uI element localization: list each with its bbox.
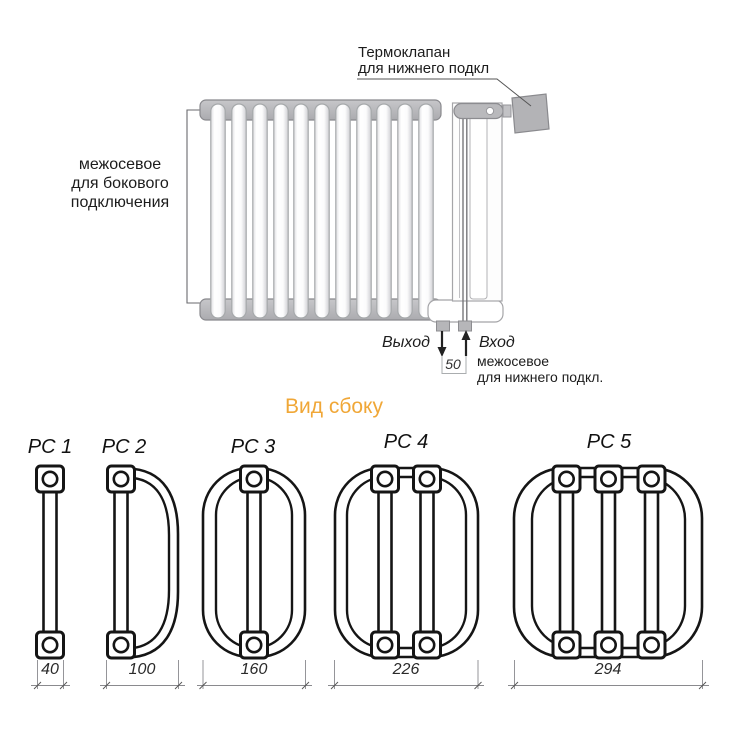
depth-value-pc5: 294 (594, 661, 622, 678)
inlet-label: Вход (479, 334, 515, 351)
bottom-axis-label-line2: для нижнего подкл. (477, 368, 604, 385)
model-label-pc5: РС 5 (586, 431, 632, 453)
depth-value-pc1: 40 (41, 661, 59, 678)
thermovalve-label-line1: Термоклапан (358, 44, 451, 61)
side-axis-label-line1: межосевое (78, 156, 162, 173)
thermovalve-label (358, 45, 489, 77)
bottom-spacing-value: 50 (445, 356, 461, 372)
model-label-pc1: РС 1 (27, 436, 73, 458)
depth-value-pc4: 226 (392, 661, 420, 678)
side-view-title: Вид сбоку (285, 395, 383, 418)
side-view-pc3 (197, 466, 312, 689)
thermovalve-label-line2: для нижнего подкл (358, 60, 490, 77)
bottom-connection-block (428, 300, 503, 322)
depth-value-pc3: 160 (240, 661, 268, 678)
inlet-arrow (462, 330, 471, 356)
depth-value-pc2: 100 (128, 661, 156, 678)
side-axis-dimension-line (187, 110, 203, 303)
side-axis-label (54, 155, 186, 212)
side-axis-label-line3: подключения (70, 194, 170, 211)
model-label-pc3: РС 3 (230, 436, 276, 458)
side-view-pc4 (328, 466, 484, 689)
outlet-arrow (438, 331, 447, 357)
outlet-stub (437, 321, 450, 331)
radiator-tubes (211, 104, 433, 318)
side-view-pc5 (508, 466, 709, 689)
inlet-stub (459, 321, 472, 331)
bottom-axis-label-line1: межосевое (477, 353, 550, 369)
bottom-connection-riser (453, 103, 503, 321)
outlet-label: Выход (381, 334, 430, 351)
side-view-pc1 (31, 466, 70, 689)
model-label-pc4: РС 4 (383, 431, 429, 453)
radiator-front-view (187, 79, 549, 374)
bottom-axis-label (477, 354, 603, 385)
side-axis-label-line2: для бокового (71, 175, 169, 192)
side-view-pc2 (100, 466, 185, 689)
model-label-pc2: РС 2 (101, 436, 147, 458)
